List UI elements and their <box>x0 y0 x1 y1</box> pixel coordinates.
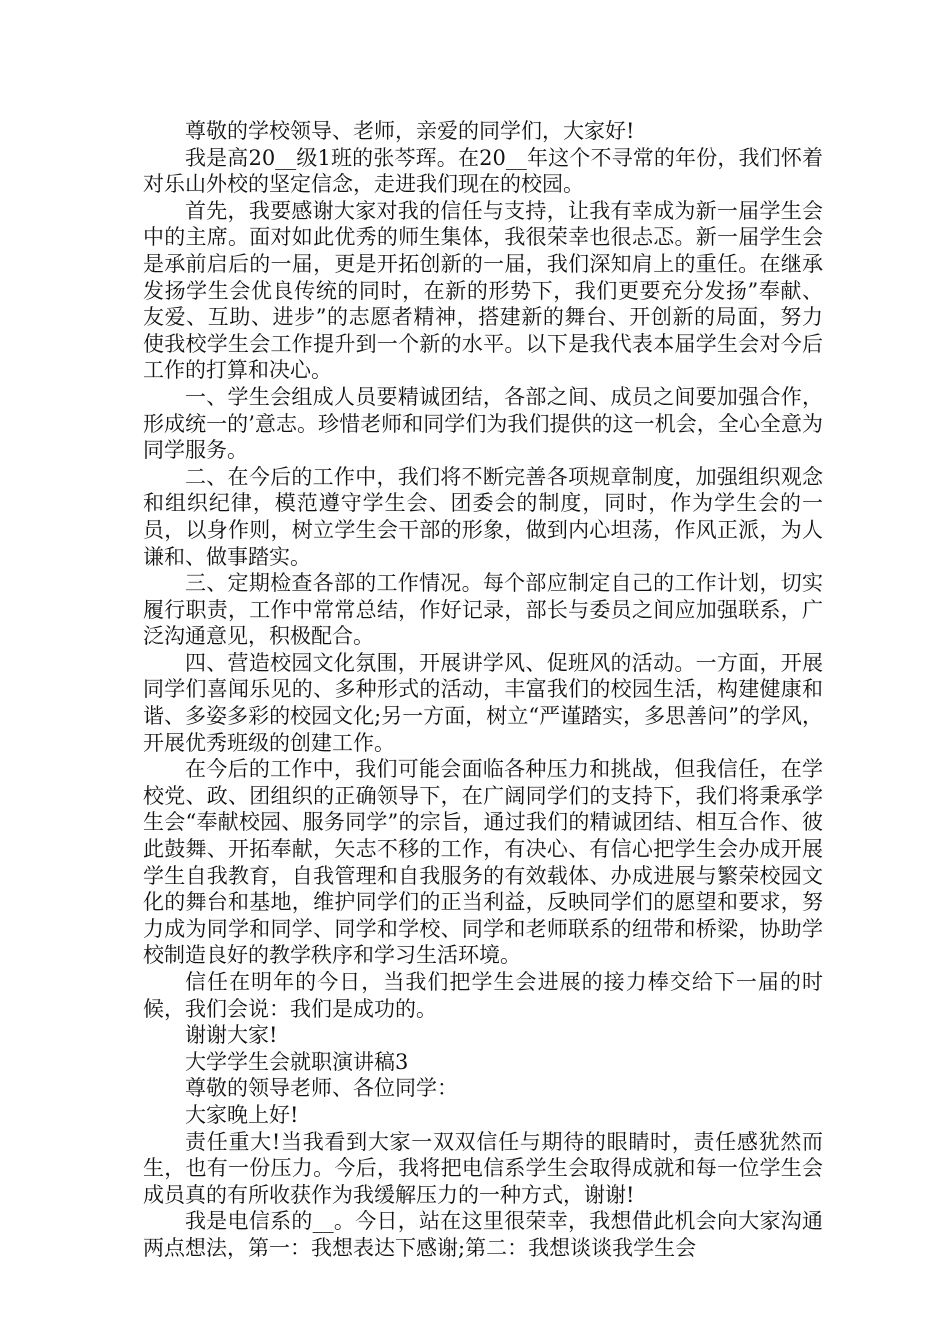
point-three-paragraph: 三、定期检查各部的工作情况。每个部应制定自己的工作计划，切实履行职责，工作中常常总结，作好记录，部长与委员之间应加强联系，广泛沟通意见，积极配合。 <box>143 571 823 649</box>
self-intro-paragraph: 我是电信系的__。今日，站在这里很荣幸，我想借此机会向大家沟通两点想法，第一：我想表达下感谢;第二：我想谈谈我学生会 <box>143 1209 823 1260</box>
section-title: 大学学生会就职演讲稿3 <box>185 1049 409 1074</box>
closing-thanks: 谢谢大家! <box>185 1023 278 1048</box>
salutation: 尊敬的领导老师、各位同学： <box>185 1076 458 1101</box>
point-one-paragraph: 一、学生会组成人员要精诚团结，各部之间、成员之间要加强合作，形成统一的’意志。珍惜老师和同学们为我们提供的这一机会，全心全意为同学服务。 <box>143 384 823 463</box>
greeting-paragraph: 尊敬的学校领导、老师，亲爱的同学们，大家好! <box>185 119 635 143</box>
point-two-paragraph: 二、在今后的工作中，我们将不断完善各项规章制度，加强组织观念和组织纪律，模范遵守学生会、团委会的制度，同时，作为学生会的一员，以身作则，树立学生会干部的形象，做到内心坦荡，作风正派，为人谦和、做事踏实。 <box>143 464 823 569</box>
intro-paragraph: 我是高20__级1班的张芩珲。在20__年这个不寻常的年份，我们怀着对乐山外校的坚定信念，走进我们现在的校园。 <box>143 145 823 197</box>
responsibility-paragraph: 责任重大!当我看到大家一双双信任与期待的眼睛时，责任感犹然而生，也有一份压力。今后，我将把电信系学生会取得成就和每一位学生会成员真的有所收获作为我缓解压力的一种方式，谢谢! <box>143 1129 823 1207</box>
document-page <box>143 118 823 1262</box>
future-paragraph: 在今后的工作中，我们可能会面临各种压力和挑战，但我信任，在学校党、政、团组织的正确领导下，在广阔同学们的支持下，我们将秉承学生会“奉献校园、服务同学”的宗旨，通过我们的精诚团结、相互合作、彼此鼓舞、开拓奉献，矢志不移的工作，有决心、有信心把学生会办成开展学生自我教育，自我管理和自我服务的有效载体、办成进展与繁荣校园文化的舞台和基地，维护同学们的正当利益，反映同学们的愿望和要求，努力成为同学和同学、同学和学校、同学和老师联系的纽带和桥梁，协助学校制造良好的教学秩序和学习生活环境。 <box>143 757 823 968</box>
evening-greeting: 大家晚上好! <box>185 1102 299 1127</box>
trust-paragraph: 信任在明年的今日，当我们把学生会进展的接力棒交给下一届的时候，我们会说：我们是成功的。 <box>143 970 823 1021</box>
thanks-paragraph: 首先，我要感谢大家对我的信任与支持，让我有幸成为新一届学生会中的主席。面对如此优秀的师生集体，我很荣幸也很忐忑。新一届学生会是承前启后的一届，更是开拓创新的一届，我们深知肩上的重任。在继承发扬学生会优良传统的同时，在新的形势下，我们更要充分发扬”奉献、友爱、互助、进步”的志愿者精神，搭建新的舞台、开创新的局面，努力使我校学生会工作提升到一个新的水平。以下是我代表本届学生会对今后工作的打算和决心。 <box>143 198 823 383</box>
point-four-paragraph: 四、营造校园文化氛围，开展讲学风、促班风的活动。一方面，开展同学们喜闻乐见的、多种形式的活动，丰富我们的校园生活，构建健康和谐、多姿多彩的校园文化;另一方面，树立“严谨踏实，多思善问”的学风，开展优秀班级的创建工作。 <box>143 650 823 755</box>
